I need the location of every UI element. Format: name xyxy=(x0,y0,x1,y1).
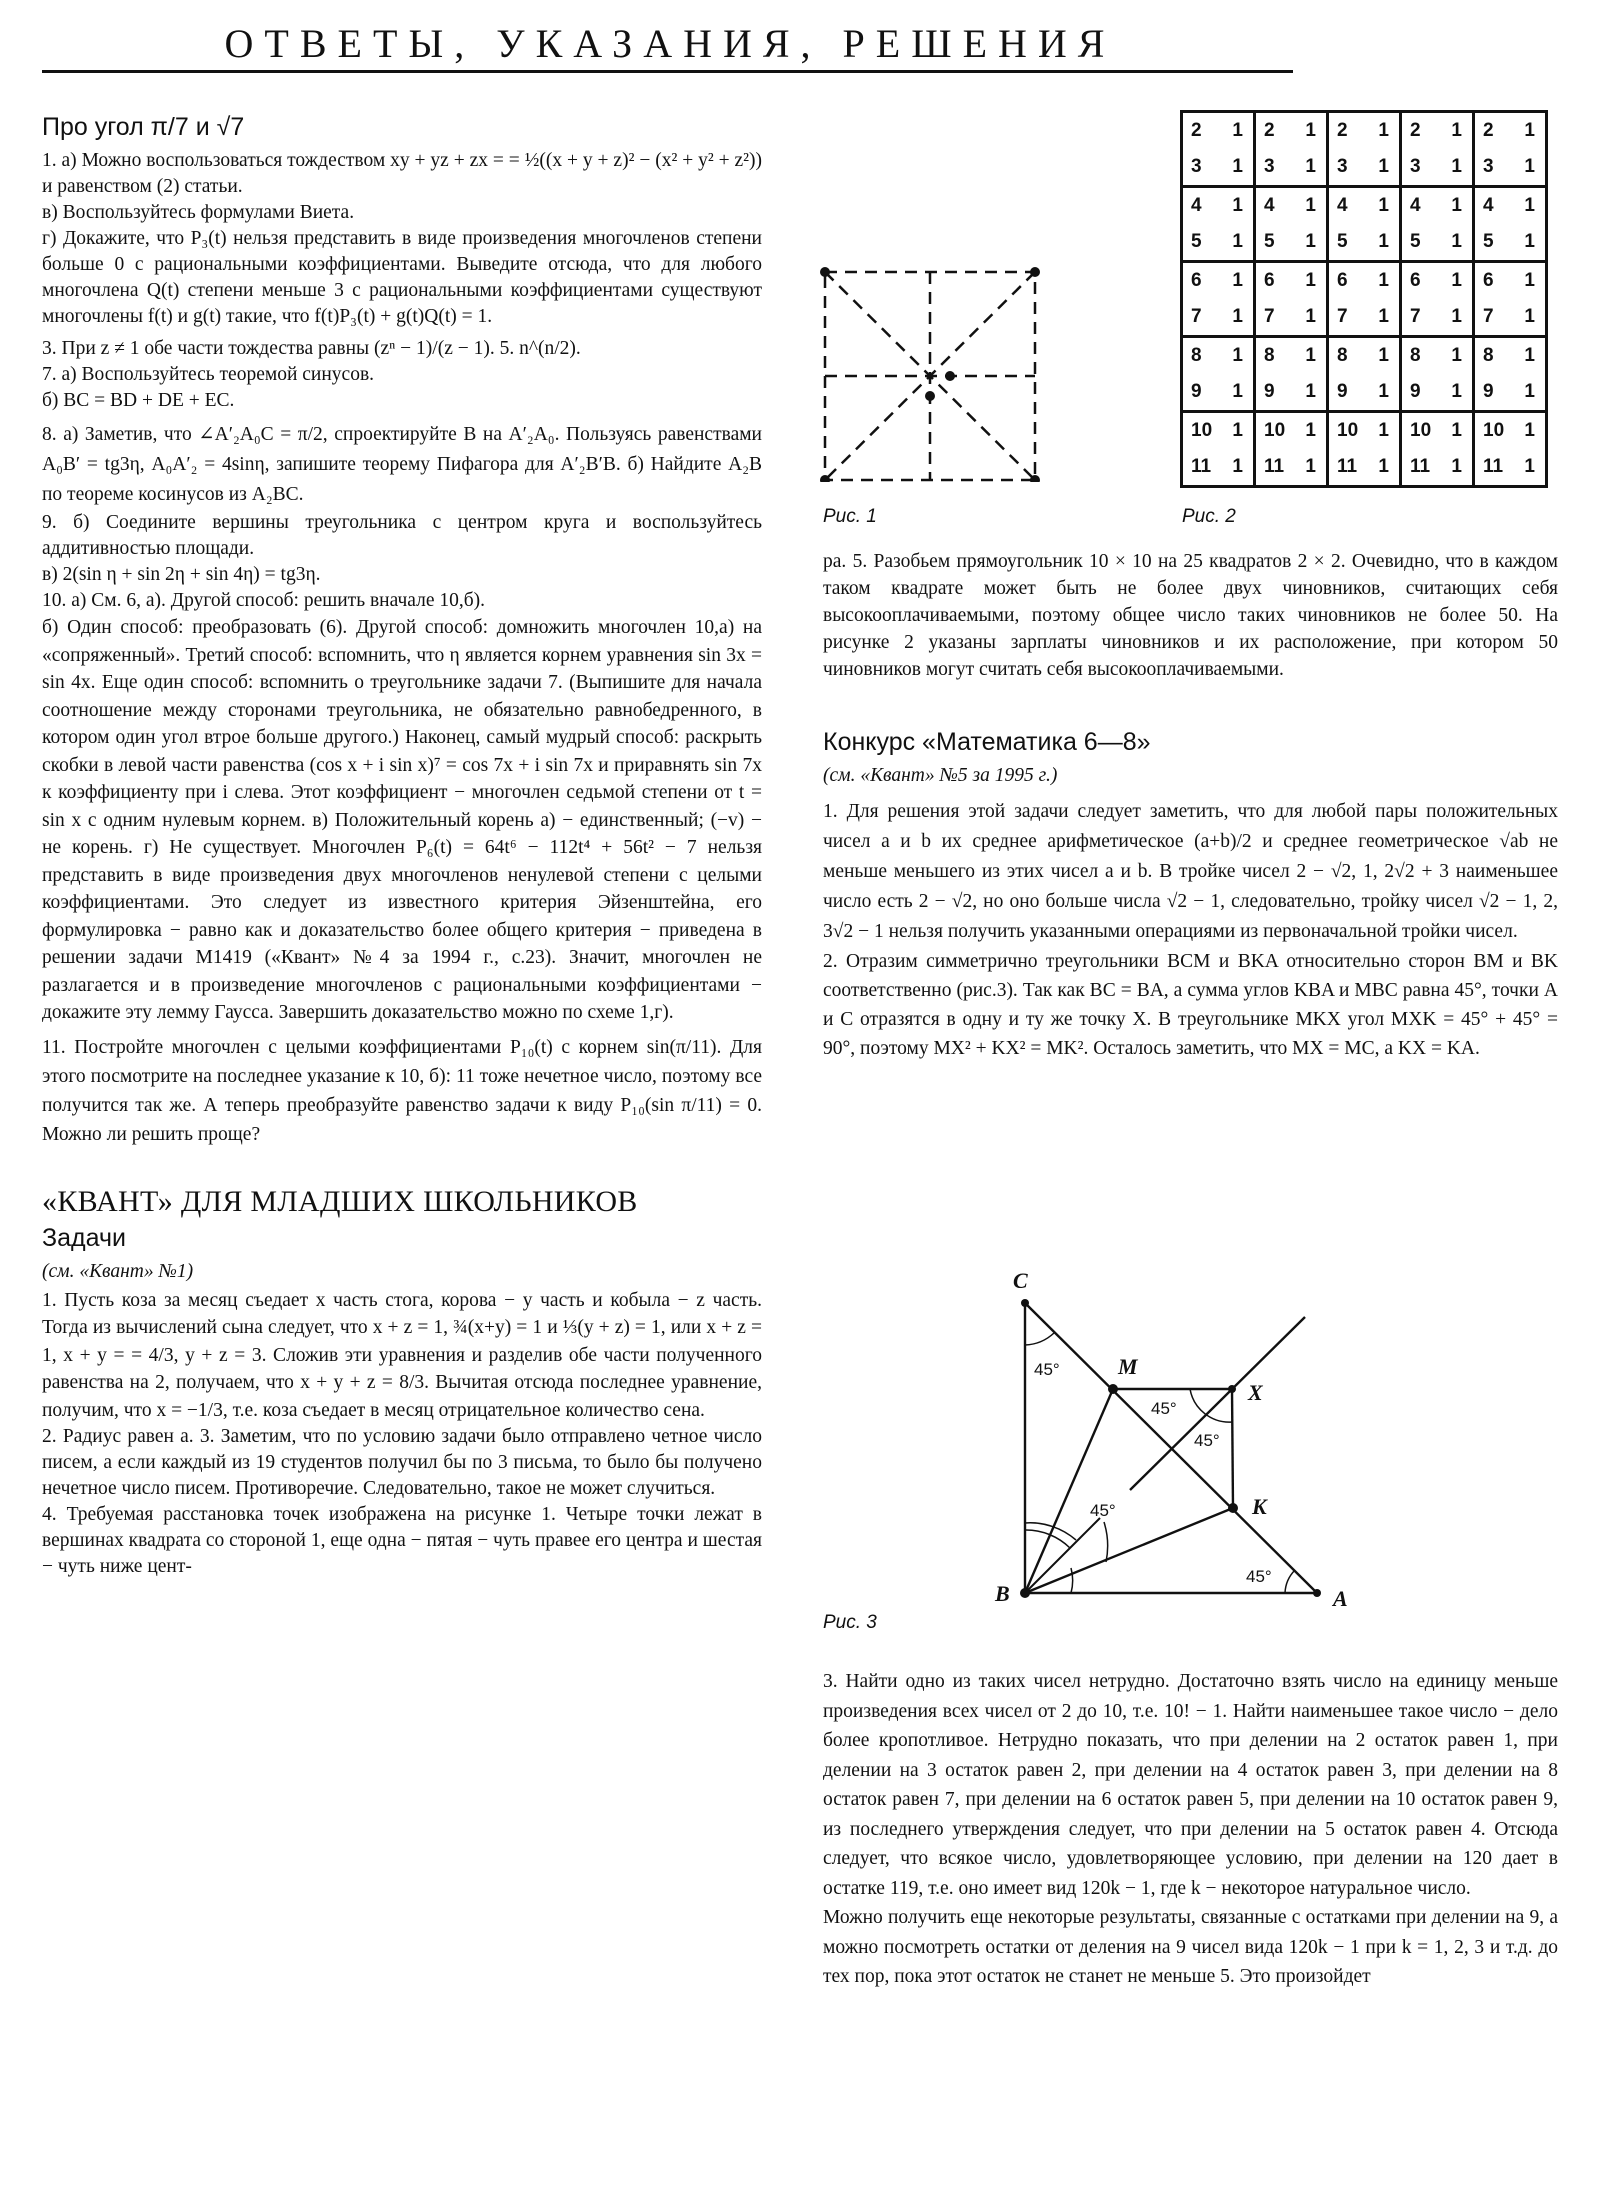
grid-block-row xyxy=(1182,412,1547,487)
salary-value: 10 xyxy=(1264,420,1286,441)
salary-value: 1 xyxy=(1524,231,1535,252)
grid-cell xyxy=(1475,263,1545,299)
fig3-angle-label: 45° xyxy=(1151,1399,1177,1418)
grid-cell xyxy=(1256,224,1326,260)
paragraph: в) 2(sin η + sin 2η + sin 4η) = tg3η. xyxy=(42,564,321,585)
paragraph: 4. Требуемая расстановка точек изображена на рисунке 1. Четыре точки лежат в вершинах квадрата со стороной 1, еще одна − пятая − чуть правее его центра и шестая − чуть ниже цент- xyxy=(42,1504,762,1577)
salary-value: 1 xyxy=(1524,345,1535,366)
paragraph: 1. Для решения этой задачи следует заметить, что для любой пары положительных чисел a и b их среднее арифметическое (a+b)/2 и среднее геометрическое √ab не меньше меньшего из этих чисел a и b. В тройке чисел 2 − √2, 1, 2√2 + 3 наименьшее число есть 2 − √2, но оно больше числа √2 − 1, следовательно, тройку чисел √2 − 1, 2, 3√2 − 1 нельзя получить указанными операциями из первоначальной тройки чисел. xyxy=(823,801,1558,942)
fig1-point xyxy=(945,371,955,381)
salary-value: 1 xyxy=(1524,120,1535,141)
salary-value: 9 xyxy=(1264,381,1275,402)
salary-value: 3 xyxy=(1191,156,1202,177)
salary-value: 1 xyxy=(1451,345,1462,366)
section-heading-kvant-juniors: «КВАНТ» ДЛЯ МЛАДШИХ ШКОЛЬНИКОВ xyxy=(42,1184,638,1218)
grid-block xyxy=(1328,112,1401,187)
fig3-angle-label: 45° xyxy=(1090,1501,1116,1520)
salary-value: 1 xyxy=(1378,345,1389,366)
grid-cell xyxy=(1402,374,1472,410)
grid-cell xyxy=(1329,113,1399,149)
grid-cell xyxy=(1475,113,1545,149)
grid-block xyxy=(1328,337,1401,412)
salary-value: 8 xyxy=(1410,345,1421,366)
salary-value: 1 xyxy=(1524,156,1535,177)
salary-value: 2 xyxy=(1483,120,1494,141)
salary-value: 1 xyxy=(1305,156,1316,177)
grid-block xyxy=(1474,112,1547,187)
grid-cell xyxy=(1256,374,1326,410)
salary-value: 1 xyxy=(1524,195,1535,216)
salary-value: 10 xyxy=(1191,420,1213,441)
grid-cell xyxy=(1256,149,1326,185)
fig3-point-k xyxy=(1228,1503,1238,1513)
salary-value: 1 xyxy=(1232,270,1243,291)
fig1-point xyxy=(820,267,830,277)
section-heading-contest: Конкурс «Математика 6—8» xyxy=(823,728,1151,756)
salary-value: 1 xyxy=(1378,231,1389,252)
fig3-label-b: B xyxy=(995,1581,1010,1606)
salary-value: 10 xyxy=(1410,420,1432,441)
salary-value: 1 xyxy=(1378,456,1389,477)
salary-value: 7 xyxy=(1337,306,1348,327)
salary-value: 2 xyxy=(1410,120,1421,141)
paragraph: 10. а) См. 6, а). Другой способ: решить вначале 10,б). xyxy=(42,590,486,611)
grid-cell xyxy=(1402,263,1472,299)
grid-block xyxy=(1255,187,1328,262)
fig3-ray-bx xyxy=(1025,1518,1100,1593)
salary-value: 1 xyxy=(1524,270,1535,291)
salary-value: 1 xyxy=(1524,381,1535,402)
salary-value: 1 xyxy=(1451,420,1462,441)
grid-cell xyxy=(1256,188,1326,224)
fig1-point xyxy=(1030,267,1040,277)
salary-value: 11 xyxy=(1483,456,1504,477)
grid-cell xyxy=(1329,338,1399,374)
salary-value: 1 xyxy=(1378,120,1389,141)
salary-value: 1 xyxy=(1451,156,1462,177)
grid-cell xyxy=(1256,299,1326,335)
salary-value: 1 xyxy=(1232,420,1243,441)
grid-cell xyxy=(1183,449,1253,485)
paragraph: 9. б) Соедините вершины треугольника с центром круга и воспользуйтесь аддитивностью площади. xyxy=(42,512,762,559)
grid-block xyxy=(1255,112,1328,187)
left-column xyxy=(42,110,762,1580)
section-subheading-problems: Задачи xyxy=(42,1223,126,1252)
salary-value: 1 xyxy=(1232,156,1243,177)
grid-cell xyxy=(1402,224,1472,260)
salary-value: 3 xyxy=(1264,156,1275,177)
fig3-label-k: K xyxy=(1252,1494,1267,1519)
grid-block xyxy=(1182,412,1255,487)
grid-block xyxy=(1474,412,1547,487)
salary-value: 1 xyxy=(1451,231,1462,252)
grid-cell xyxy=(1183,113,1253,149)
paragraph: 3. При z ≠ 1 обе части тождества равны (zⁿ − 1)/(z − 1). 5. n^(n/2). xyxy=(42,338,581,359)
salary-value: 1 xyxy=(1378,270,1389,291)
fig3-angle-label: 45° xyxy=(1246,1567,1272,1586)
fig3-point-m xyxy=(1108,1384,1118,1394)
grid-block-row xyxy=(1182,187,1547,262)
paragraph: Можно получить еще некоторые результаты, связанные с остатками при делении на 9, а можно посмотреть остатки от деления на 9 чисел вида 120k − 1 при k = 1, 2, 3 и т.д. до тех пор, пока этот остаток не станет не меньше 5. Это произойдет xyxy=(823,1907,1558,1987)
salary-value: 1 xyxy=(1232,120,1243,141)
salary-value: 6 xyxy=(1337,270,1348,291)
fig3-point-b xyxy=(1020,1588,1030,1598)
salary-value: 9 xyxy=(1191,381,1202,402)
grid-cell xyxy=(1183,338,1253,374)
grid-cell xyxy=(1183,263,1253,299)
salary-value: 1 xyxy=(1305,231,1316,252)
fig3-angle-arc xyxy=(1025,1333,1054,1345)
grid-cell xyxy=(1475,188,1545,224)
salary-value: 7 xyxy=(1264,306,1275,327)
salary-value: 1 xyxy=(1232,381,1243,402)
fig3-label-m: M xyxy=(1118,1354,1138,1379)
grid-cell xyxy=(1402,149,1472,185)
figure-3-caption: Рис. 3 xyxy=(823,1612,877,1633)
salary-value: 11 xyxy=(1191,456,1212,477)
salary-value: 1 xyxy=(1305,306,1316,327)
salary-value: 5 xyxy=(1337,231,1348,252)
paragraph: 2. Отразим симметрично треугольники BCM и BKA относительно сторон BM и BK соответственно (рис.3). Так как BC = BA, а сумма углов KBA и MBC равна 45°, точки A и C отразятся в одну и ту же точку X. В треугольнике MKX угол MXK = 45° + 45° = 90°, поэтому MX² + KX² = MK². Осталось заметить, что MX = MC, а KX = KA. xyxy=(823,951,1558,1059)
salary-value: 2 xyxy=(1337,120,1348,141)
salary-value: 3 xyxy=(1337,156,1348,177)
grid-cell xyxy=(1256,413,1326,449)
salary-value: 11 xyxy=(1337,456,1358,477)
salary-value: 10 xyxy=(1337,420,1359,441)
grid-cell xyxy=(1402,299,1472,335)
salary-value: 7 xyxy=(1483,306,1494,327)
grid-cell xyxy=(1256,263,1326,299)
paragraph: 3. Найти одно из таких чисел нетрудно. Достаточно взять число на единицу меньше произведения всех чисел от 2 до 10, т.е. 10! − 1. Найти наименьшее такое число − дело более кропотливое. Нетрудно показать, что при делении на 2 остаток равен 1, при делении на 3 остаток равен 2, при делении на 4 остаток равен 3, при делении на 8 остаток равен 7, при делении на 6 остаток равен 5, при делении на 10 остаток равен 9, из последнего утверждения следует, что при делении на 5 остаток равен 4. Отсюда следует, что всякое число, удовлетворяющее условию, при делении на 120 дает в остатке 119, т.е. оно имеет вид 120k − 1, где k − некоторое натуральное число. xyxy=(823,1671,1558,1899)
salary-value: 1 xyxy=(1451,195,1462,216)
salary-value: 5 xyxy=(1483,231,1494,252)
grid-cell xyxy=(1329,149,1399,185)
grid-cell xyxy=(1329,188,1399,224)
grid-cell xyxy=(1475,374,1545,410)
section-source: (см. «Квант» №5 за 1995 г.) xyxy=(823,765,1058,786)
salary-value: 1 xyxy=(1305,345,1316,366)
salary-value: 8 xyxy=(1264,345,1275,366)
grid-block xyxy=(1474,337,1547,412)
fig3-point-x xyxy=(1228,1385,1236,1393)
grid-block-row xyxy=(1182,262,1547,337)
grid-cell xyxy=(1402,113,1472,149)
salary-value: 6 xyxy=(1410,270,1421,291)
grid-cell xyxy=(1329,374,1399,410)
salary-value: 7 xyxy=(1191,306,1202,327)
salary-value: 8 xyxy=(1337,345,1348,366)
salary-value: 6 xyxy=(1191,270,1202,291)
section-heading-pi7: Про угол π/7 и √7 xyxy=(42,113,245,141)
grid-cell xyxy=(1402,413,1472,449)
salary-value: 2 xyxy=(1264,120,1275,141)
grid-block xyxy=(1182,262,1255,337)
salary-value: 3 xyxy=(1410,156,1421,177)
salary-value: 4 xyxy=(1337,195,1348,216)
fig3-angle-label: 45° xyxy=(1194,1431,1220,1450)
salary-value: 1 xyxy=(1451,381,1462,402)
salary-value: 1 xyxy=(1378,156,1389,177)
salary-value: 1 xyxy=(1232,231,1243,252)
grid-cell xyxy=(1402,188,1472,224)
figure-3-diagram xyxy=(980,1260,1400,1640)
figure-1-caption: Рис. 1 xyxy=(823,506,877,527)
grid-block xyxy=(1401,112,1474,187)
salary-value: 1 xyxy=(1305,270,1316,291)
fig1-point xyxy=(925,391,935,401)
salary-value: 1 xyxy=(1305,420,1316,441)
grid-cell xyxy=(1256,449,1326,485)
page-header-title: ОТВЕТЫ, УКАЗАНИЯ, РЕШЕНИЯ xyxy=(224,21,1116,66)
right-column-bottom xyxy=(823,1667,1558,1992)
salary-value: 2 xyxy=(1191,120,1202,141)
grid-cell xyxy=(1329,413,1399,449)
salary-value: 1 xyxy=(1524,456,1535,477)
salary-value: 11 xyxy=(1410,456,1431,477)
grid-cell xyxy=(1475,338,1545,374)
fig3-angle-arc xyxy=(1071,1568,1073,1593)
grid-block xyxy=(1328,412,1401,487)
salary-value: 9 xyxy=(1337,381,1348,402)
salary-value: 1 xyxy=(1378,420,1389,441)
grid-cell xyxy=(1256,338,1326,374)
grid-block xyxy=(1401,337,1474,412)
salary-value: 1 xyxy=(1232,306,1243,327)
grid-cell xyxy=(1183,374,1253,410)
grid-block xyxy=(1328,262,1401,337)
fig3-point-c xyxy=(1021,1299,1029,1307)
grid-cell xyxy=(1183,149,1253,185)
salary-value: 3 xyxy=(1483,156,1494,177)
salary-value: 1 xyxy=(1451,306,1462,327)
grid-block-row xyxy=(1182,112,1547,187)
header-rule xyxy=(42,70,1293,73)
salary-value: 1 xyxy=(1305,456,1316,477)
grid-block xyxy=(1401,187,1474,262)
grid-cell xyxy=(1475,149,1545,185)
fig3-angle-arc xyxy=(1285,1570,1295,1593)
salary-value: 1 xyxy=(1451,270,1462,291)
grid-cell xyxy=(1183,188,1253,224)
paragraph: 1. Пусть коза за месяц съедает x часть стога, корова − y часть и кобыла − z часть. Тогда из вычислений сына следует, что x + z = 1, ¾(x+y) = 1 и ⅓(y + z) = 1, или x + z = 1, x + y = = 4/3, y + z = 3. Сложив эти уравнения и разделив обе части полученного равенства на 2, получаем, что x + y + z = 8/3. Вычитая отсюда последнее уравнение, получим, что x = −1/3, т.е. коза съедает в месяц отрицательное количество сена. xyxy=(42,1289,762,1421)
grid-cell xyxy=(1402,449,1472,485)
grid-block xyxy=(1328,187,1401,262)
salary-value: 8 xyxy=(1483,345,1494,366)
figure-1-diagram xyxy=(820,262,1040,482)
salary-value: 1 xyxy=(1232,195,1243,216)
right-column-top xyxy=(823,548,1558,1063)
salary-value: 5 xyxy=(1191,231,1202,252)
grid-cell xyxy=(1329,449,1399,485)
paragraph: б) Один способ: преобразовать (6). Другой способ: домножить многочлен 10,а) на «сопряженный». Третий способ: вспомнить, что η является корнем уравнения sin 3x = sin 4x. Еще один способ: вспомнить о треугольнике задачи 7. (Выпишите для начала соотношение между сторонами треугольника, не обязательно равнобедренного, в котором один угол втрое больше другого.) Наконец, самый мудрый способ: раскрыть скобки в левой части равенства (cos x + i sin x)⁷ = cos 7x + i sin 7x и приравнять sin 7x к коэффициенту при i слева. Этот коэффициент − многочлен седьмой степени от t = sin x с одним нулевым корнем. в) Положительный корень а) − единственный; (−v) − не корень. г) Не существует. Многочлен P₆(t) = 64t⁶ − 112t⁴ + 56t² − 7 нельзя представить в виде произведения двух многочленов ненулевой степени с целыми коэффициентами. Это следует из известного критерия Эйзенштейна, его формулировка − равно как и доказательство более общего критерия − приведена в решении задачи М1419 («Квант» №4 за 1994 г., с.23). Значит, многочлен не разлагается и в произведение многочленов с рациональными коэффициентами − докажите эту лемму Гаусса. Завершить доказательство можно по схеме 1,г). xyxy=(42,617,762,1023)
grid-cell xyxy=(1183,413,1253,449)
salary-value: 1 xyxy=(1232,345,1243,366)
salary-value: 4 xyxy=(1264,195,1275,216)
salary-value: 1 xyxy=(1305,120,1316,141)
salary-value: 1 xyxy=(1524,420,1535,441)
salary-value: 1 xyxy=(1232,456,1243,477)
salary-value: 5 xyxy=(1410,231,1421,252)
grid-cell xyxy=(1183,299,1253,335)
salary-value: 1 xyxy=(1378,381,1389,402)
section-source: (см. «Квант» №1) xyxy=(42,1260,194,1282)
figure-2-caption: Рис. 2 xyxy=(1182,506,1236,527)
paragraph: 7. а) Воспользуйтесь теоремой синусов. xyxy=(42,364,375,385)
fig3-label-c: C xyxy=(1013,1268,1028,1293)
grid-block xyxy=(1255,262,1328,337)
paragraph: г) Докажите, что P₃(t) нельзя представить в виде произведения многочленов степени больше 0 с рациональными коэффициентами. Выведите отсюда, что для любого многочлена Q(t) степени меньше 3 с рациональными коэффициентами существуют многочлены f(t) и g(t) такие, что f(t)P₃(t) + g(t)Q(t) = 1. xyxy=(42,228,762,327)
salary-value: 1 xyxy=(1305,195,1316,216)
grid-cell xyxy=(1402,338,1472,374)
paragraph: 2. Радиус равен a. 3. Заметим, что по условию задачи было отправлено четное число писем, а если каждый из 19 студентов получил бы по 3 письма, то было бы получено нечетное число писем. Противоречие. Следовательно, такое не может случиться. xyxy=(42,1426,762,1499)
figure-2-grid xyxy=(1180,110,1548,488)
fig3-angle-arc xyxy=(1104,1522,1108,1562)
salary-value: 6 xyxy=(1264,270,1275,291)
salary-value: 4 xyxy=(1483,195,1494,216)
grid-block xyxy=(1182,337,1255,412)
grid-block xyxy=(1255,337,1328,412)
salary-value: 9 xyxy=(1483,381,1494,402)
fig3-label-x: X xyxy=(1248,1380,1263,1405)
grid-cell xyxy=(1183,224,1253,260)
grid-cell xyxy=(1329,263,1399,299)
salary-value: 1 xyxy=(1524,306,1535,327)
salary-value: 1 xyxy=(1378,306,1389,327)
salary-value: 7 xyxy=(1410,306,1421,327)
paragraph: в) Воспользуйтесь формулами Виета. xyxy=(42,202,355,223)
salary-value: 1 xyxy=(1378,195,1389,216)
grid-block xyxy=(1182,112,1255,187)
salary-value: 8 xyxy=(1191,345,1202,366)
salary-value: 1 xyxy=(1305,381,1316,402)
paragraph: 11. Постройте многочлен с целыми коэффициентами P₁₀(t) с корнем sin(π/11). Для этого посмотрите на последнее указание к 10, б): 11 тоже нечетное число, поэтому все получится так же. А теперь преобразуйте равенство задачи к виду P₁₀(sin π/11) = 0. Можно ли решить проще? xyxy=(42,1036,762,1145)
salary-value: 5 xyxy=(1264,231,1275,252)
paragraph: ра. 5. Разобьем прямоугольник 10 × 10 на 25 квадратов 2 × 2. Очевидно, что в каждом таком квадрате может быть не более двух чиновников, считающих себя высокооплачиваемыми, поэтому общее число таких чиновников не более 50. На рисунке 2 указаны зарплаты чиновников и их расположение, при котором 50 чиновников могут считать себя высокооплачиваемыми. xyxy=(823,551,1558,680)
grid-cell xyxy=(1475,449,1545,485)
grid-block xyxy=(1401,262,1474,337)
grid-cell xyxy=(1475,224,1545,260)
section-pi7-body xyxy=(42,148,762,1149)
grid-cell xyxy=(1256,113,1326,149)
fig3-label-a: A xyxy=(1333,1586,1348,1611)
grid-cell xyxy=(1329,299,1399,335)
fig3-point-a xyxy=(1313,1589,1321,1597)
fig3-angle-label: 45° xyxy=(1034,1360,1060,1379)
grid-block xyxy=(1474,262,1547,337)
grid-cell xyxy=(1329,224,1399,260)
grid-block xyxy=(1182,187,1255,262)
paragraph: 1. а) Можно воспользоваться тождеством xy + yz + zx = = ½((x + y + z)² − (x² + y² + z²)) и равенством (2) статьи. xyxy=(42,150,762,197)
paragraph: 8. а) Заметив, что ∠A′₂A₀C = π/2, спроектируйте B на A′₂A₀. Пользуясь равенствами A₀B′ = tg3η, A₀A′₂ = 4sinη, запишите теорему Пифагора для A′₂B′B. б) Найдите A₂B по теореме косинусов из A₂BC. xyxy=(42,424,762,505)
grid-block xyxy=(1255,412,1328,487)
grid-block xyxy=(1401,412,1474,487)
salary-value: 11 xyxy=(1264,456,1285,477)
grid-cell xyxy=(1475,299,1545,335)
salary-value: 1 xyxy=(1451,120,1462,141)
paragraph: б) BC = BD + DE + EC. xyxy=(42,390,235,411)
fig3-segment-xk xyxy=(1232,1389,1233,1508)
grid-block xyxy=(1474,187,1547,262)
salary-value: 9 xyxy=(1410,381,1421,402)
salary-value: 1 xyxy=(1451,456,1462,477)
salary-value: 4 xyxy=(1410,195,1421,216)
salary-value: 4 xyxy=(1191,195,1202,216)
salary-value: 10 xyxy=(1483,420,1505,441)
salary-value: 6 xyxy=(1483,270,1494,291)
grid-block-row xyxy=(1182,337,1547,412)
grid-cell xyxy=(1475,413,1545,449)
